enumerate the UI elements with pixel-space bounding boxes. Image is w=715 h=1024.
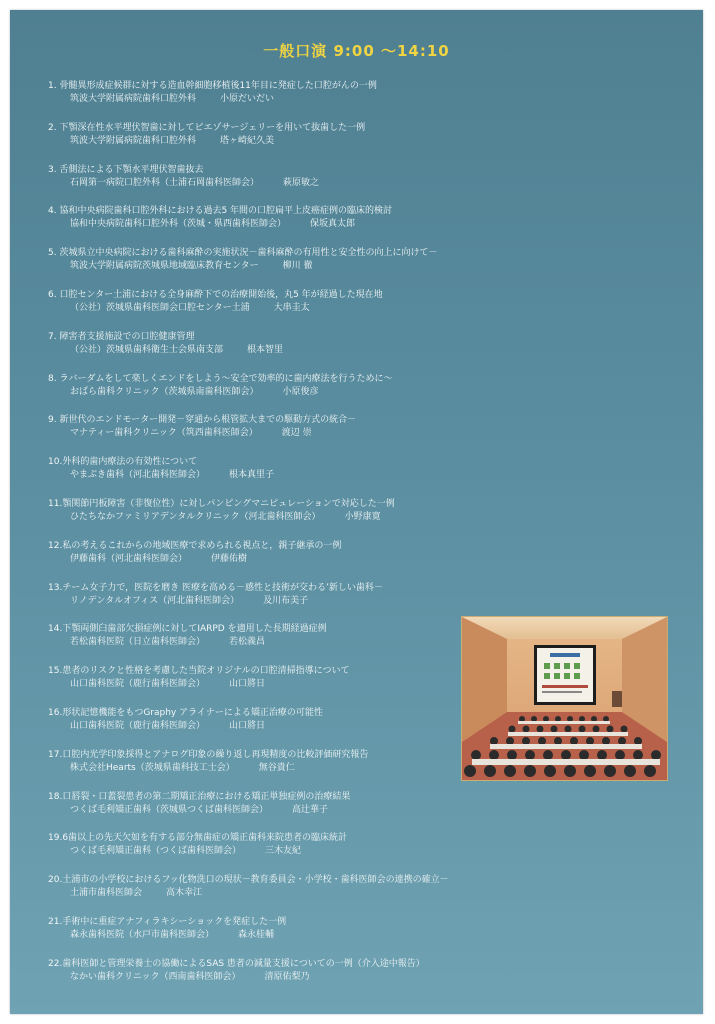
item-affiliation xyxy=(48,595,688,608)
item-affiliation xyxy=(48,469,688,482)
item-affiliation xyxy=(48,177,688,190)
presenter: 山口將日 xyxy=(229,720,266,731)
item-title: 3. 舌側法による下顎水平埋伏智歯抜去 xyxy=(48,164,204,175)
list-item xyxy=(48,498,688,540)
presenter: 及川布美子 xyxy=(263,595,309,606)
list-item xyxy=(48,164,688,206)
affiliation: 土浦市歯科医師会 xyxy=(70,888,143,899)
item-affiliation xyxy=(48,218,688,231)
list-item xyxy=(48,540,688,582)
presenter: 小原俊彦 xyxy=(282,386,319,397)
presenter: 根本智里 xyxy=(247,344,284,355)
presenter: 渡辺 崇 xyxy=(281,428,312,439)
item-affiliation xyxy=(48,511,688,524)
list-item xyxy=(48,791,688,833)
item-affiliation xyxy=(48,302,688,315)
list-item xyxy=(48,916,688,958)
affiliation: 森永歯科医院（水戸市歯科医師会） xyxy=(70,929,215,940)
affiliation: 山口歯科医院（鹿行歯科医師会） xyxy=(70,720,206,731)
affiliation: （公社）茨城県歯科衛生士会県南支部 xyxy=(70,344,224,355)
presenter: 高辻華子 xyxy=(292,804,329,815)
item-title: 19.6歯以上の先天欠如を有する部分無歯症の矯正歯科来院患者の臨床統計 xyxy=(48,833,348,844)
lecture-hall-illustration xyxy=(461,616,668,781)
affiliation: つくば毛利矯正歯科（つくば歯科医師会） xyxy=(70,846,242,857)
presenter: 高木幸江 xyxy=(166,888,203,899)
item-affiliation xyxy=(48,93,688,106)
item-title: 15.患者のリスクと性格を考慮した当院オリジナルの口腔清掃指導について xyxy=(48,666,350,677)
presenter: 伊藤佑樹 xyxy=(211,553,248,564)
item-title: 16.形状記憶機能をもつGraphy アライナーによる矯正治療の可能性 xyxy=(48,707,323,718)
item-affiliation xyxy=(48,845,688,858)
item-affiliation xyxy=(48,804,688,817)
affiliation: マナティー歯科クリニック（筑西歯科医師会） xyxy=(70,428,258,439)
list-item xyxy=(48,122,688,164)
item-title: 18.口唇裂・口蓋裂患者の第二期矯正治療における矯正単独症例の治療結果 xyxy=(48,791,351,802)
item-title: 8. ラバーダムをして楽しくエンドをしよう～安全で効率的に歯内療法を行うために～ xyxy=(48,373,393,384)
presenter: 保坂真太郎 xyxy=(310,219,356,230)
list-item xyxy=(48,80,688,122)
presenter: 萩原敏之 xyxy=(283,177,320,188)
item-affiliation xyxy=(48,260,688,273)
affiliation: 協和中央病院歯科口腔外科（茨城・県西歯科医師会） xyxy=(70,219,287,230)
presenter: 塔ヶ崎紀久美 xyxy=(220,135,275,146)
affiliation: 筑波大学附属病院歯科口腔外科 xyxy=(70,135,197,146)
list-item xyxy=(48,205,688,247)
item-affiliation xyxy=(48,553,688,566)
affiliation: なかい歯科クリニック（西南歯科医師会） xyxy=(70,971,241,982)
item-title: 6. 口腔センター土浦における全身麻酔下での治療開始後，丸5 年が経過した現在地 xyxy=(48,289,383,300)
affiliation: 株式会社Hearts（茨城県歯科技工士会） xyxy=(70,762,235,773)
list-item xyxy=(48,832,688,874)
item-title: 21.手術中に重症アナフィラキシーショックを発症した一例 xyxy=(48,916,287,927)
affiliation: リノデンタルオフィス（河北歯科医師会） xyxy=(70,595,240,606)
presenter: 山口將日 xyxy=(229,679,266,690)
item-affiliation xyxy=(48,427,688,440)
item-affiliation xyxy=(48,135,688,148)
affiliation: おばら歯科クリニック（茨城県南歯科医師会） xyxy=(70,386,259,397)
item-title: 9. 新世代のエンドモーター開発－穿通から根管拡大までの駆動方式の統合－ xyxy=(48,415,357,426)
item-title: 20.土浦市の小学校におけるフッ化物洗口の現状－教育委員会・小学校・歯科医師会の連携の確立－ xyxy=(48,875,449,886)
affiliation: やまぶき歯科（河北歯科医師会） xyxy=(70,470,206,481)
presenter: 若松義昌 xyxy=(229,637,266,648)
list-item xyxy=(48,289,688,331)
item-affiliation xyxy=(48,344,688,357)
item-affiliation xyxy=(48,971,688,984)
item-affiliation xyxy=(48,386,688,399)
affiliation: 石岡第一病院口腔外科（土浦石岡歯科医師会） xyxy=(70,177,260,188)
list-item xyxy=(48,874,688,916)
item-title: 7. 障害者支援施設での口腔健康管理 xyxy=(48,331,195,342)
affiliation: 筑波大学附属病院歯科口腔外科 xyxy=(70,94,197,104)
affiliation: 伊藤歯科（河北歯科医師会） xyxy=(70,553,188,564)
presenter: 根本真里子 xyxy=(229,470,275,481)
affiliation: 山口歯科医院（鹿行歯科医師会） xyxy=(70,679,206,690)
item-title: 2. 下顎深在性水平埋伏智歯に対してピエゾサージェリーを用いて抜歯した一例 xyxy=(48,122,366,133)
list-item xyxy=(48,373,688,415)
list-item xyxy=(48,414,688,456)
item-affiliation xyxy=(48,929,688,942)
item-title: 22.歯科医師と管理栄養士の協働によるSAS 患者の減量支援についての一例（介入途中報告） xyxy=(48,958,425,969)
list-item xyxy=(48,331,688,373)
presentation-list xyxy=(48,80,688,1000)
affiliation: （公社）茨城県歯科医師会口腔センター土浦 xyxy=(70,302,250,313)
item-title: 4. 協和中央病院歯科口腔外科における過去5 年間の口腔扁平上皮癌症例の臨床的検討 xyxy=(48,206,393,217)
presenter: 大串圭太 xyxy=(273,302,310,313)
program-sheet xyxy=(10,10,703,1014)
item-title: 10.外科的歯内療法の有効性について xyxy=(48,457,198,468)
list-item xyxy=(48,456,688,498)
affiliation: 筑波大学附属病院茨城県地域臨床教育センター xyxy=(70,261,259,272)
presenter: 小野康寛 xyxy=(344,511,381,522)
presenter: 柳川 徹 xyxy=(282,261,313,272)
item-title: 5. 茨城県立中央病院における歯科麻酔の実施状況－歯科麻酔の有用性と安全性の向上に向けて－ xyxy=(48,248,438,259)
item-title: 13.チーム女子力で，医院を磨き 医療を高める－感性と技術が交わる’新しい歯科－ xyxy=(48,582,383,593)
presenter: 清原佑梨乃 xyxy=(264,971,310,982)
affiliation: 若松歯科医院（日立歯科医師会） xyxy=(70,637,206,648)
list-item xyxy=(48,958,688,1000)
item-title: 1. 骨髄異形成症候群に対する造血幹細胞移植後11年目に発症した口腔がんの一例 xyxy=(48,81,377,91)
item-title: 14.下顎両側臼歯部欠損症例に対してIARPD を適用した長期経過症例 xyxy=(48,624,327,635)
affiliation: つくば毛利矯正歯科（茨城県つくば歯科医師会） xyxy=(70,804,269,815)
item-affiliation xyxy=(48,887,688,900)
presenter: 無谷貴仁 xyxy=(258,762,295,773)
affiliation: ひたちなかファミリアデンタルクリニック（河北歯科医師会） xyxy=(70,511,321,522)
list-item xyxy=(48,247,688,289)
item-title: 11.顎関節円板障害（非復位性）に対しパンピングマニピュレーションで対応した一例 xyxy=(48,498,395,509)
presenter: 森永桂輔 xyxy=(238,929,275,940)
item-title: 17.口腔内光学印象採得とアナログ印象の繰り返し再現精度の比較評価研究報告 xyxy=(48,749,369,760)
section-title: 一般口演 9:00 ～14:10 xyxy=(263,42,450,60)
presenter: 三木友紀 xyxy=(265,846,302,857)
item-title: 12.私の考えるこれからの地域医療で求められる視点と，親子継承の一例 xyxy=(48,540,342,551)
lecture-hall-image xyxy=(462,617,667,780)
presenter: 小原だいだい xyxy=(220,94,275,104)
